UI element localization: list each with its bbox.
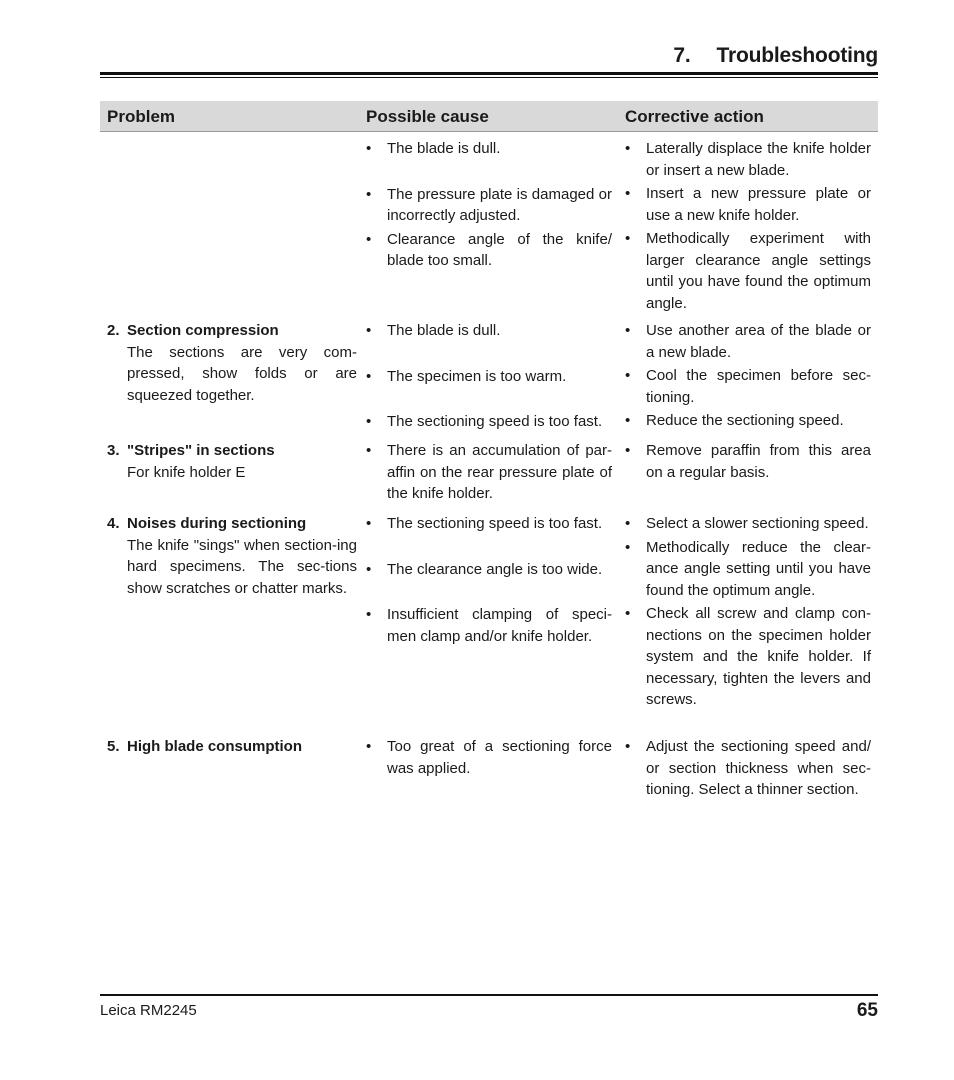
action-item: • Adjust the sectioning speed and/ or section thickness when sec-tioning. Select a thinner section. — [625, 736, 871, 801]
section-number: 7. — [673, 44, 691, 67]
action-cell — [625, 513, 871, 713]
cause-cell — [366, 736, 612, 781]
cause-item: • Too great of a sectioning force was applied. — [366, 736, 612, 779]
problem-description: The knife "sings" when section-ing hard specimens. The sec-tions show scratches or chatter marks. — [127, 536, 357, 597]
cause-cell — [366, 320, 612, 435]
action-item: • Cool the specimen before sec-tioning. — [625, 365, 871, 408]
action-item: • Methodically experiment with larger clearance angle settings until you have found the optimum angle. — [625, 228, 871, 314]
problem-cell — [107, 736, 357, 758]
action-cell — [625, 736, 871, 803]
cause-cell — [366, 513, 612, 649]
action-item: • Check all screw and clamp con-nections on the specimen holder system and the knife holder. If necessary, tighten the levers and screws. — [625, 603, 871, 711]
section-title: Troubleshooting — [716, 44, 878, 67]
problem-heading — [107, 513, 357, 535]
problem-number: 5. — [107, 738, 120, 755]
column-header-cause: Possible cause — [366, 107, 489, 126]
action-item: • Remove paraffin from this area on a regular basis. — [625, 440, 871, 483]
column-header-problem: Problem — [107, 107, 176, 126]
problem-description: For knife holder E — [127, 463, 246, 481]
cause-item: • The specimen is too warm. — [366, 366, 612, 388]
problem-title: "Stripes" in sections — [127, 442, 275, 459]
problem-cell — [107, 440, 357, 483]
problem-number: 4. — [107, 515, 120, 532]
footer-product: Leica RM2245 — [100, 1002, 197, 1019]
problem-cell — [107, 513, 357, 599]
footer-rule — [100, 994, 878, 996]
cause-item: • The blade is dull. — [366, 138, 612, 160]
problem-heading — [107, 736, 357, 758]
action-item: • Reduce the sectioning speed. — [625, 410, 871, 432]
action-cell — [625, 138, 871, 316]
cause-item: • Insufficient clamping of speci-men clamp and/or knife holder. — [366, 604, 612, 647]
problem-number: 3. — [107, 442, 120, 459]
problem-cell — [107, 320, 357, 406]
cause-item: • There is an accumulation of par-affin on the rear pressure plate of the knife holder. — [366, 440, 612, 505]
cause-item: • The clearance angle is too wide. — [366, 559, 612, 581]
page-number: 65 — [856, 1000, 878, 1021]
page-header — [673, 44, 878, 68]
header-rule-thin — [100, 77, 878, 78]
cause-cell — [366, 138, 612, 274]
cause-item: • The sectioning speed is too fast. — [366, 411, 612, 433]
problem-heading — [107, 440, 357, 462]
cause-item: • The blade is dull. — [366, 320, 612, 342]
action-item: • Insert a new pressure plate or use a new knife holder. — [625, 183, 871, 226]
problem-heading — [107, 320, 357, 342]
problem-title: Section compression — [127, 322, 279, 339]
cause-item: • The pressure plate is damaged or incorrectly adjusted. — [366, 184, 612, 227]
action-item: • Methodically reduce the clear-ance angle setting until you have found the optimum angle. — [625, 537, 871, 602]
action-item: • Laterally displace the knife holder or insert a new blade. — [625, 138, 871, 181]
problem-number: 2. — [107, 322, 120, 339]
cause-cell — [366, 440, 612, 507]
table-header — [100, 101, 878, 132]
action-cell — [625, 440, 871, 485]
action-item: • Select a slower sectioning speed. — [625, 513, 871, 535]
action-cell — [625, 320, 871, 434]
problem-title: Noises during sectioning — [127, 515, 307, 532]
problem-title: High blade consumption — [127, 738, 302, 755]
column-header-action: Corrective action — [625, 107, 764, 126]
action-item: • Use another area of the blade or a new blade. — [625, 320, 871, 363]
problem-description: The sections are very com-pressed, show folds or are squeezed together. — [127, 343, 357, 404]
header-rule-thick — [100, 72, 878, 75]
cause-item: • Clearance angle of the knife/ blade too small. — [366, 229, 612, 272]
cause-item: • The sectioning speed is too fast. — [366, 513, 612, 535]
